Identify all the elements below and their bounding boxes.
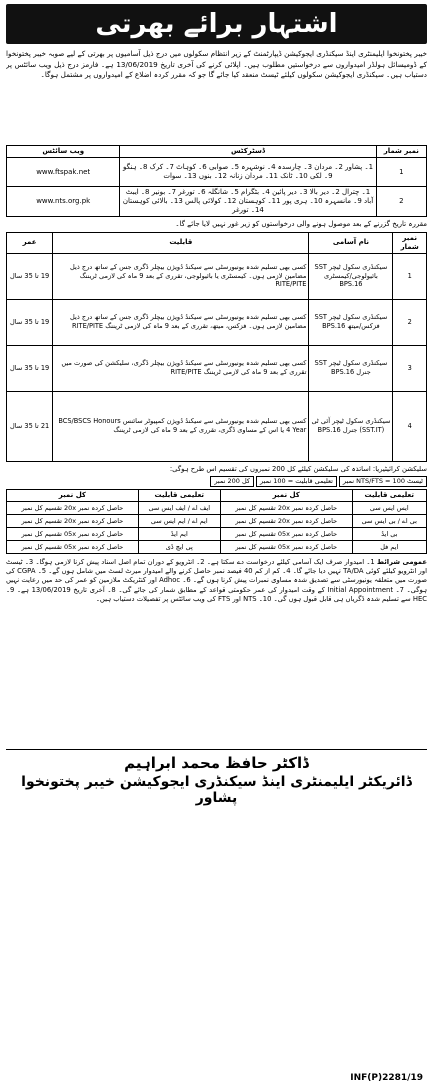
table-row [7,501,427,514]
qualification-cell: کسی بھی تسلیم شدہ یونیورسٹی سے سیکنڈ ڈویژن بیچلر ڈگری جس کے ساتھ درج ذیل مضامین لازمی ہوں۔ فزکس، میتھ، تقرری کے بعد 9 ماہ کی لازمی ٹریننگ RITE/PITE [53,299,309,345]
col-header-qualification: قابلیت [53,232,309,253]
districts-cell: 1۔ پشاور 2۔ مردان 3۔ چارسدہ 4۔ نوشہرہ 5۔ صوابی 6۔ کوہاٹ 7۔ کرک 8۔ ہنگو 9۔ لکی 10۔ ٹانک 11۔ مردان زنانہ 12۔ بنوں 13۔ سوات [120,158,376,187]
qualification-marks-box: تعلیمی قابلیت = 100 نمبر [256,476,337,487]
table-row [7,299,427,345]
row-number: 3 [393,345,427,391]
col-header: تعلیمی قابلیت [352,489,426,501]
table-cell: پی ایچ ڈی [138,540,220,553]
col-header-age: عمر [7,232,53,253]
col-header-website: ویب سائٹس [7,146,120,158]
table-row [7,187,427,217]
row-number: 1 [393,253,427,299]
table-cell: ایم اے / ایم ایس سی [138,514,220,527]
qualification-cell: کسی بھی تسلیم شدہ یونیورسٹی سے سیکنڈ ڈویژن بیچلر ڈگری، سلیکشن کی صورت میں تقرری کے بعد 9 ماہ کی لازمی ٹریننگ RITE/PITE [53,345,309,391]
table-row [7,253,427,299]
table-cell: بی اے / بی ایس سی [352,514,426,527]
signatory-designation: ڈائریکٹر ایلیمنٹری اینڈ سیکنڈری ایجوکیشن خیبر پختونخوا پشاور [21,773,412,806]
terms-text: 1۔ امیدوار صرف ایک آسامی کیلئے درخواست دے سکتا ہے۔ 2۔ انٹرویو کے دوران تمام اصل اسناد پیش کرنا لازمی ہوگا۔ 3۔ ٹیسٹ اور انٹرویو کیلئے کوئی TA/DA نہیں دیا جائے گا۔ 4۔ کم از کم 40 فیصد نمبر حاصل کرنے والے امیدوار میرٹ لسٹ میں شامل ہوں گے۔ 5۔ CGPA کی صورت میں متعلقہ یونیورسٹی سے تصدیق شدہ مساوی نمبرات پیش کرنا ہوں گے۔ 6۔ Adhoc اور کنٹریکٹ ملازمین کو عمر کی حد میں رعایت نہیں ہوگی۔ 7۔ Initial Appointment کے وقت امیدوار کی عمر حکومتی قواعد کے مطابق شمار کی جائے گی۔ 8۔ آخری تاریخ 13/06/2019 ہے۔ 9۔ HEC سے تسلیم شدہ ڈگریاں ہی قابل قبول ہوں گی۔ 10۔ NTS اور FTS کی ویب سائٹس پر تفصیلات دستیاب ہیں۔ [6,557,427,603]
table-cell: ایم ایڈ [138,527,220,540]
table-row [7,391,427,461]
col-header-post: نام آسامی [309,232,393,253]
website-link[interactable]: www.nts.org.pk [7,187,120,217]
table-cell: حاصل کردہ نمبر 05x تقسیم کل نمبر [220,540,352,553]
table-row [7,527,427,540]
col-header-no: نمبر شمار [393,232,427,253]
table-cell: حاصل کردہ نمبر 05x تقسیم کل نمبر [220,527,352,540]
signature-block [6,754,427,806]
table-row [7,345,427,391]
table-cell: ایف اے / ایف ایس سی [138,501,220,514]
table-cell: حاصل کردہ نمبر 20x تقسیم کل نمبر [7,514,139,527]
terms-section [6,558,427,746]
total-marks-box: کل 200 نمبر [210,476,254,487]
qualification-cell: کسی بھی تسلیم شدہ یونیورسٹی سے سیکنڈ ڈویژن بیچلر ڈگری جس کے ساتھ درج ذیل مضامین لازمی ہوں۔ کیمسٹری یا بائیولوجی، تقرری کے بعد 9 ماہ کی لازمی ٹریننگ RITE/PITE [53,253,309,299]
inf-number: INF(P)2281/19 [350,1073,423,1083]
post-name: سیکنڈری سکول ٹیچر SST بائیولوجی/کیمسٹری BPS.16 [309,253,393,299]
divider [6,749,427,750]
table-row [7,158,427,187]
table-cell: ایم فل [352,540,426,553]
table-cell: حاصل کردہ نمبر 05x تقسیم کل نمبر [7,527,139,540]
qualification-cell: کسی بھی تسلیم شدہ یونیورسٹی سے سیکنڈ ڈویژن کمپیوٹر سائنس BCS/BSCS Honours 4 Year یا اس کے مساوی ڈگری، تقرری کے بعد 9 ماہ کی لازمی ٹریننگ [53,391,309,461]
district-table [6,145,427,217]
table-cell: ایس ایس سی [352,501,426,514]
signatory-name: ڈاکٹر حافظ محمد ابراہیم [124,753,309,772]
marks-boxes [6,476,427,487]
districts-cell: 1۔ چترال 2۔ دیر بالا 3۔ دیر پائین 4۔ بٹگرام 5۔ شانگلہ 6۔ تورغر 7۔ بونیر 8۔ ایبٹ آباد 9۔ مانسہرہ 10۔ ہری پور 11۔ کوہستان 12۔ کولائی پالس 13۔ بالائی کوہستان 14۔ تورغر [120,187,376,217]
table-row [7,514,427,527]
selection-criteria: سلیکشن کرائیٹیریا: اساتذہ کی سلیکشن کیلئے کل 200 نمبروں کی تقسیم اس طرح ہوگی: [169,464,427,473]
table-cell: حاصل کردہ نمبر 20x تقسیم کل نمبر [7,501,139,514]
marks-table [6,489,427,554]
posts-table [6,232,427,462]
table-cell: حاصل کردہ نمبر 20x تقسیم کل نمبر [220,514,352,527]
website-link[interactable]: www.ftspak.net [7,158,120,187]
age-cell: 19 تا 35 سال [7,299,53,345]
col-header: تعلیمی قابلیت [138,489,220,501]
table-row [7,540,427,553]
col-header-no: نمبر شمار [376,146,426,158]
row-number: 2 [376,187,426,217]
post-name: سیکنڈری سکول ٹیچر SST جنرل BPS.16 [309,345,393,391]
row-number: 2 [393,299,427,345]
age-cell: 21 تا 35 سال [7,391,53,461]
table-cell: حاصل کردہ نمبر 05x تقسیم کل نمبر [7,540,139,553]
test-marks-box: ٹیسٹ NTS/FTS = 100 نمبر [339,476,427,487]
post-name: سیکنڈری سکول ٹیچر آئی ٹی (SST.IT) جنرل BPS.16 [309,391,393,461]
terms-title: عمومی شرائط [376,557,427,566]
col-header-districts: ڈسٹرکٹس [120,146,376,158]
ad-title: اشتہار برائے بھرتی [6,4,427,44]
deadline-note: مقررہ تاریخ گزرنے کے بعد موصول ہونے والی درخواستوں کو زیر غور نہیں لایا جائے گا۔ [175,220,427,228]
row-number: 1 [376,158,426,187]
intro-paragraph: خیبر پختونخوا ایلیمنٹری اینڈ سیکنڈری ایجوکیشن ڈیپارٹمنٹ کے زیر انتظام سکولوں میں درج ذیل آسامیوں پر بھرتی کے لیے صوبہ خیبر پختونخوا کے ڈومیسائل ہولڈر امیدواروں سے درخواستیں مطلوب ہیں۔ اپلائی کرنے کی آخری تاریخ 13/06/2019 ہے۔ فارمز درج ذیل ویب سائٹس پر دستیاب ہیں۔ سیکنڈری ایجوکیشن سکولوں کیلئے ٹیسٹ منعقد کیا جائے گا جو کہ مقرر کردہ اضلاع کے امیدواروں پر مشتمل ہوگا۔ [6,49,427,79]
col-header: کل نمبر [7,489,139,501]
age-cell: 19 تا 35 سال [7,253,53,299]
col-header: کل نمبر [220,489,352,501]
table-cell: بی ایڈ [352,527,426,540]
table-cell: حاصل کردہ نمبر 20x تقسیم کل نمبر [220,501,352,514]
age-cell: 19 تا 35 سال [7,345,53,391]
post-name: سیکنڈری سکول ٹیچر SST فزکس/میتھ BPS.16 [309,299,393,345]
row-number: 4 [393,391,427,461]
